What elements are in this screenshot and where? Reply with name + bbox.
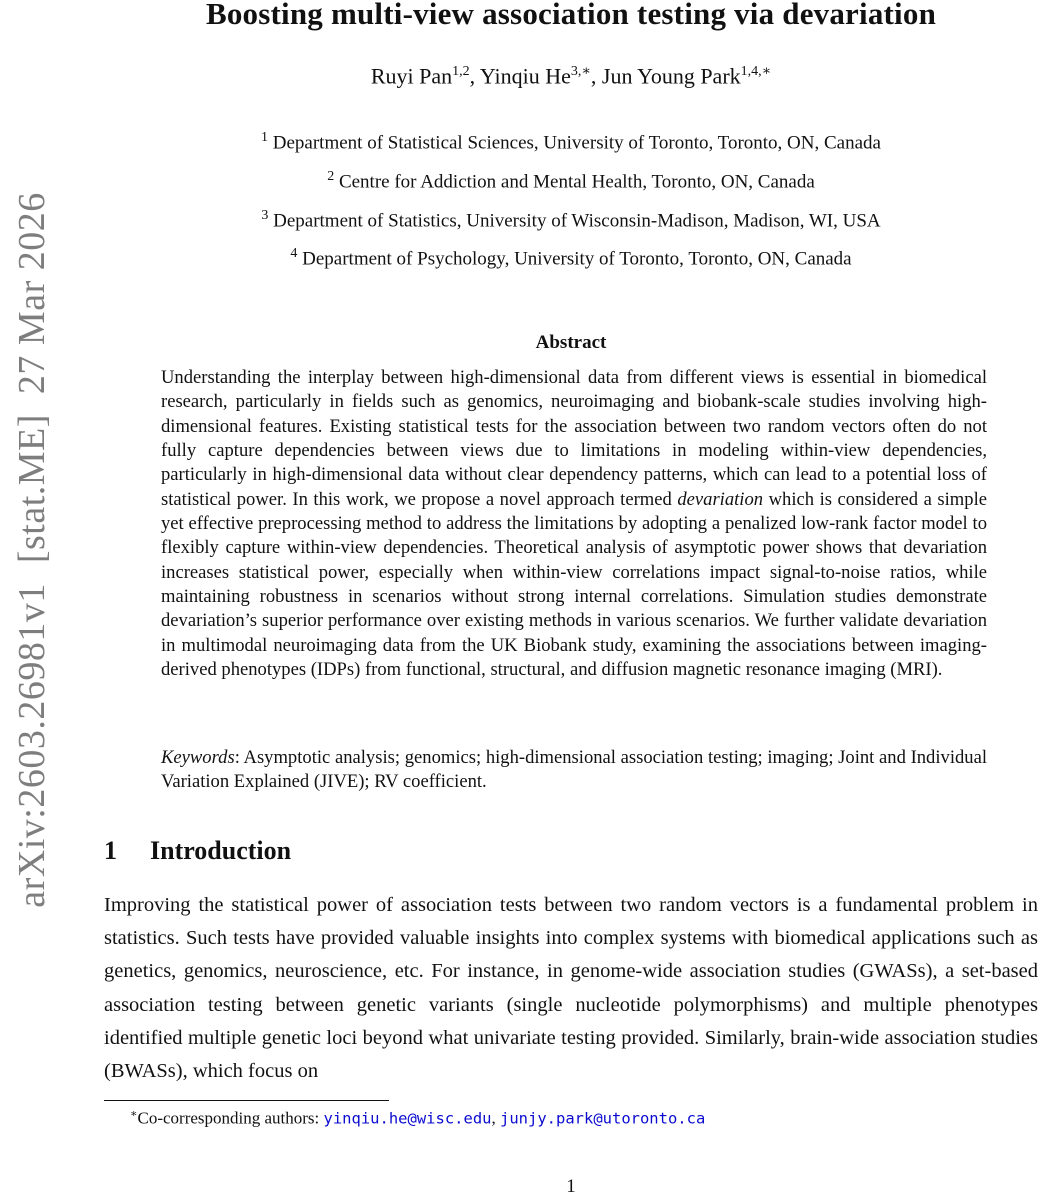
affiliation-2-mark: 2 <box>327 168 335 184</box>
affiliation-4-text: Department of Psychology, University of Toronto, Toronto, ON, Canada <box>297 248 852 270</box>
affiliation-2 <box>104 160 1038 199</box>
page-number: 1 <box>566 1176 576 1197</box>
footnote-separator: , <box>491 1108 500 1128</box>
affiliation-list <box>104 121 1038 276</box>
author-marks-2: 3,∗ <box>570 64 591 79</box>
affiliation-4-mark: 4 <box>290 246 298 262</box>
affiliation-1-text: Department of Statistical Sciences, University of Toronto, Toronto, ON, Canada <box>268 132 881 154</box>
section-heading-introduction <box>104 836 1038 866</box>
paper-content <box>104 0 1038 1200</box>
author-name-1: Ruyi Pan <box>370 63 453 89</box>
affiliation-3-mark: 3 <box>261 207 269 223</box>
footnote <box>104 1107 1038 1129</box>
section-title: Introduction <box>150 836 292 865</box>
affiliation-2-text: Centre for Addiction and Mental Health, Toronto, ON, Canada <box>334 171 815 193</box>
keywords-text: : Asymptotic analysis; genomics; high-dimensional association testing; imaging; Joint and Individual Variation Explained (JIVE); RV coefficient. <box>161 747 987 793</box>
author-name-2: Yinqiu He <box>479 63 571 89</box>
affiliation-3-text: Department of Statistics, University of Wisconsin-Madison, Madison, WI, USA <box>268 209 881 231</box>
abstract-text-before: Understanding the interplay between high-dimensional data from different views is essential in biomedical research, particularly in fields such as genomics, neuroimaging and biobank-scale studies involving high-dimensional features. Existing statistical tests for the association between two random vectors often do not fully capture dependencies between views due to limitations in modeling within-view dependencies, particularly in high-dimensional data without clear dependency patterns, which can lead to a potential loss of statistical power. In this work, we propose a novel approach termed <box>161 367 987 510</box>
abstract-paragraph <box>161 366 987 682</box>
affiliation-4 <box>104 237 1038 276</box>
author-marks-1: 1,2 <box>452 64 470 79</box>
abstract-text-after: which is considered a simple yet effective preprocessing method to address the limitations by adopting a penalized low-rank factor model to flexibly capture within-view dependencies. Theoretical analysis of asymptotic power shows that devariation increases statistical power, especially when within-view correlations impact signal-to-noise ratios, while maintaining robustness in scenarios without strong internal correlations. Simulation studies demonstrate devariation’s superior performance over existing methods in various scenarios. We further validate devariation in multimodal neuroimaging data from the UK Biobank study, examining the associations between imaging-derived phenotypes (IDPs) from functional, structural, and diffusion magnetic resonance imaging (MRI). <box>161 488 987 681</box>
footnote-label: Co-corresponding authors: <box>137 1108 324 1128</box>
email-link-1[interactable]: yinqiu.he@wisc.edu <box>323 1109 492 1128</box>
keywords-label: Keywords <box>161 747 235 768</box>
paper-title: Boosting multi-view association testing via devariation <box>205 0 937 31</box>
abstract-emphasis-term: devariation <box>677 488 764 510</box>
arxiv-watermark: arXiv:2603.26981v1 [stat.ME] 27 Mar 2026 <box>11 192 53 908</box>
author-name-3: Jun Young Park <box>601 63 741 89</box>
affiliation-3 <box>104 199 1038 238</box>
author-line <box>104 63 1038 89</box>
affiliation-1-mark: 1 <box>261 130 269 145</box>
section-number: 1 <box>104 836 117 865</box>
abstract-heading: Abstract <box>535 332 607 353</box>
footnote-marker: ∗ <box>130 1108 138 1120</box>
author-separator: , <box>469 63 480 89</box>
author-marks-3: 1,4,∗ <box>740 64 772 79</box>
email-link-2[interactable]: junjy.park@utoronto.ca <box>500 1109 706 1128</box>
author-separator: , <box>590 63 602 89</box>
introduction-paragraph: Improving the statistical power of association tests between two random vectors is a fundamental problem in statistics. Such tests have provided valuable insights into complex systems with biomedical applications such as genetics, genomics, neuroscience, etc. For instance, in genome-wide association studies (GWASs), a set-based association testing between genetic variants (single nucleotide polymorphisms) and multiple phenotypes identified multiple genetic loci beyond what univariate testing provided. Similarly, brain-wide association studies (BWASs), which focus on <box>104 894 1038 1083</box>
footnote-rule <box>104 1100 389 1101</box>
keywords-paragraph <box>161 746 987 795</box>
affiliation-1 <box>104 121 1038 160</box>
